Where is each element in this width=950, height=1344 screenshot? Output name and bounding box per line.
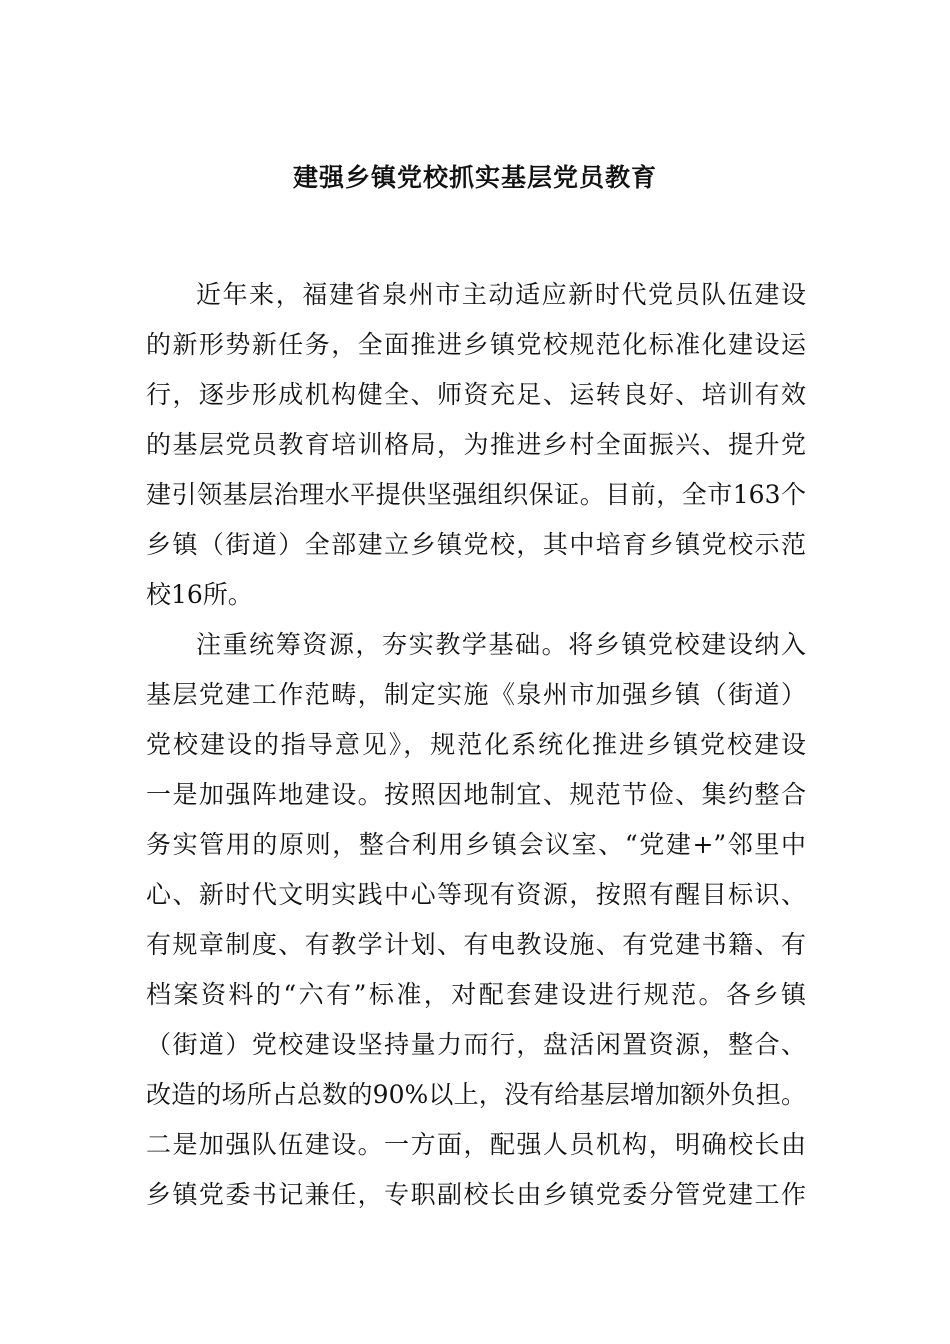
body-line: 基层党建工作范畴，制定实施《泉州市加强乡镇（街道） — [146, 680, 806, 709]
body-line: 乡镇（街道）全部建立乡镇党校，其中培育乡镇党校示范 — [146, 530, 806, 559]
body-line: 的基层党员教育培训格局，为推进乡村全面振兴、提升党 — [146, 430, 806, 459]
body-line: 建引领基层治理水平提供坚强组织保证。目前，全市163个 — [146, 480, 806, 509]
body-line: 务实管用的原则，整合利用乡镇会议室、“党建+”邻里中 — [146, 830, 806, 859]
body-line: 一是加强阵地建设。按照因地制宜、规范节俭、集约整合 — [146, 780, 806, 809]
body-line: 改造的场所占总数的90%以上，没有给基层增加额外负担。 — [146, 1080, 806, 1109]
body-line: 行，逐步形成机构健全、师资充足、运转良好、培训有效 — [146, 380, 806, 409]
body-line: 有规章制度、有教学计划、有电教设施、有党建书籍、有 — [146, 930, 806, 959]
body-line: （街道）党校建设坚持量力而行，盘活闲置资源，整合、 — [146, 1030, 806, 1059]
body-line: 近年来，福建省泉州市主动适应新时代党员队伍建设 — [196, 280, 806, 309]
body-line: 乡镇党委书记兼任，专职副校长由乡镇党委分管党建工作 — [146, 1180, 806, 1209]
body-line: 心、新时代文明实践中心等现有资源，按照有醒目标识、 — [146, 880, 806, 909]
body-line: 档案资料的“六有”标准，对配套建设进行规范。各乡镇 — [146, 980, 806, 1009]
body-line: 的新形势新任务，全面推进乡镇党校规范化标准化建设运 — [146, 330, 806, 359]
body-line: 注重统筹资源，夯实教学基础。将乡镇党校建设纳入 — [196, 630, 806, 659]
body-line: 二是加强队伍建设。一方面，配强人员机构，明确校长由 — [146, 1130, 806, 1159]
document-title: 建强乡镇党校抓实基层党员教育 — [292, 163, 657, 192]
body-line: 校16所。 — [146, 580, 253, 609]
body-line: 党校建设的指导意见》，规范化系统化推进乡镇党校建设 — [146, 730, 806, 759]
